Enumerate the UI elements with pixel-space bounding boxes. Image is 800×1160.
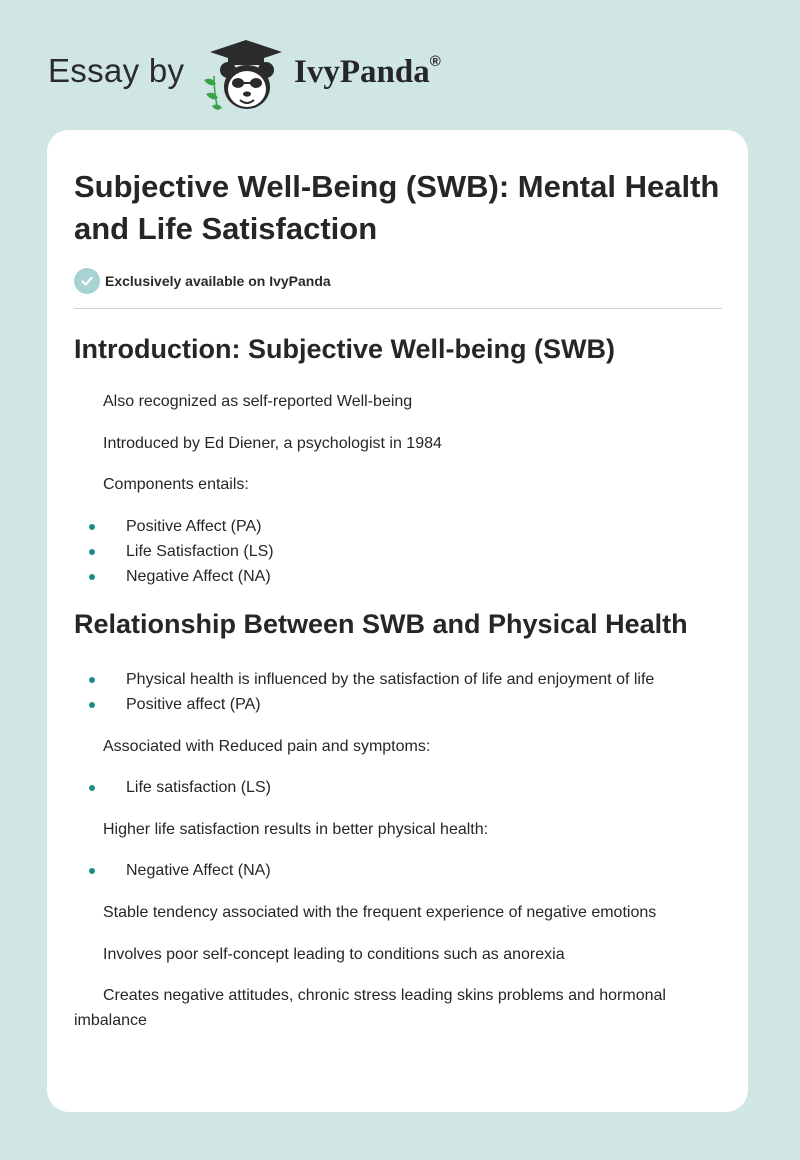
bullet-list	[74, 775, 722, 800]
paragraph: Components entails:	[103, 476, 249, 493]
list-item: Life Satisfaction (LS)	[74, 539, 722, 564]
list-item: Negative Affect (NA)	[74, 858, 722, 883]
list-item: Life satisfaction (LS)	[74, 775, 722, 800]
essay-title: Subjective Well-Being (SWB): Mental Health and Life Satisfaction	[74, 169, 720, 246]
panda-graduate-logo-icon[interactable]	[200, 36, 292, 112]
list-item: Physical health is influenced by the satisfaction of life and enjoyment of life	[74, 667, 722, 692]
site-header	[48, 34, 748, 114]
check-circle-icon	[74, 268, 100, 294]
registered-mark: ®	[429, 53, 441, 70]
essay-by-label: Essay by	[48, 52, 185, 89]
paragraph: Introduced by Ed Diener, a psychologist in 1984	[103, 435, 442, 452]
section-heading-physical-health: Relationship Between SWB and Physical Health	[74, 609, 688, 639]
divider	[74, 308, 722, 309]
paragraph: Creates negative attitudes, chronic stress leading skins problems and hormonal imbalance	[74, 987, 666, 1029]
essay-card	[47, 130, 748, 1112]
bullet-list	[74, 514, 722, 589]
list-item: Positive Affect (PA)	[74, 514, 722, 539]
exclusive-badge	[74, 266, 722, 296]
list-item: Positive affect (PA)	[74, 692, 722, 717]
paragraph: Stable tendency associated with the frequent experience of negative emotions	[103, 904, 657, 921]
list-item: Negative Affect (NA)	[74, 564, 722, 589]
paragraph: Higher life satisfaction results in better physical health:	[103, 821, 489, 838]
exclusive-label: Exclusively available on IvyPanda	[105, 273, 331, 289]
brand-name[interactable]: IvyPanda®	[294, 53, 441, 90]
paragraph: Also recognized as self-reported Well-being	[103, 393, 413, 410]
bullet-list	[74, 667, 722, 717]
bullet-list	[74, 858, 722, 883]
paragraph: Involves poor self-concept leading to conditions such as anorexia	[103, 946, 565, 963]
paragraph: Associated with Reduced pain and symptoms:	[103, 738, 431, 755]
section-heading-introduction: Introduction: Subjective Well-being (SWB)	[74, 334, 615, 364]
